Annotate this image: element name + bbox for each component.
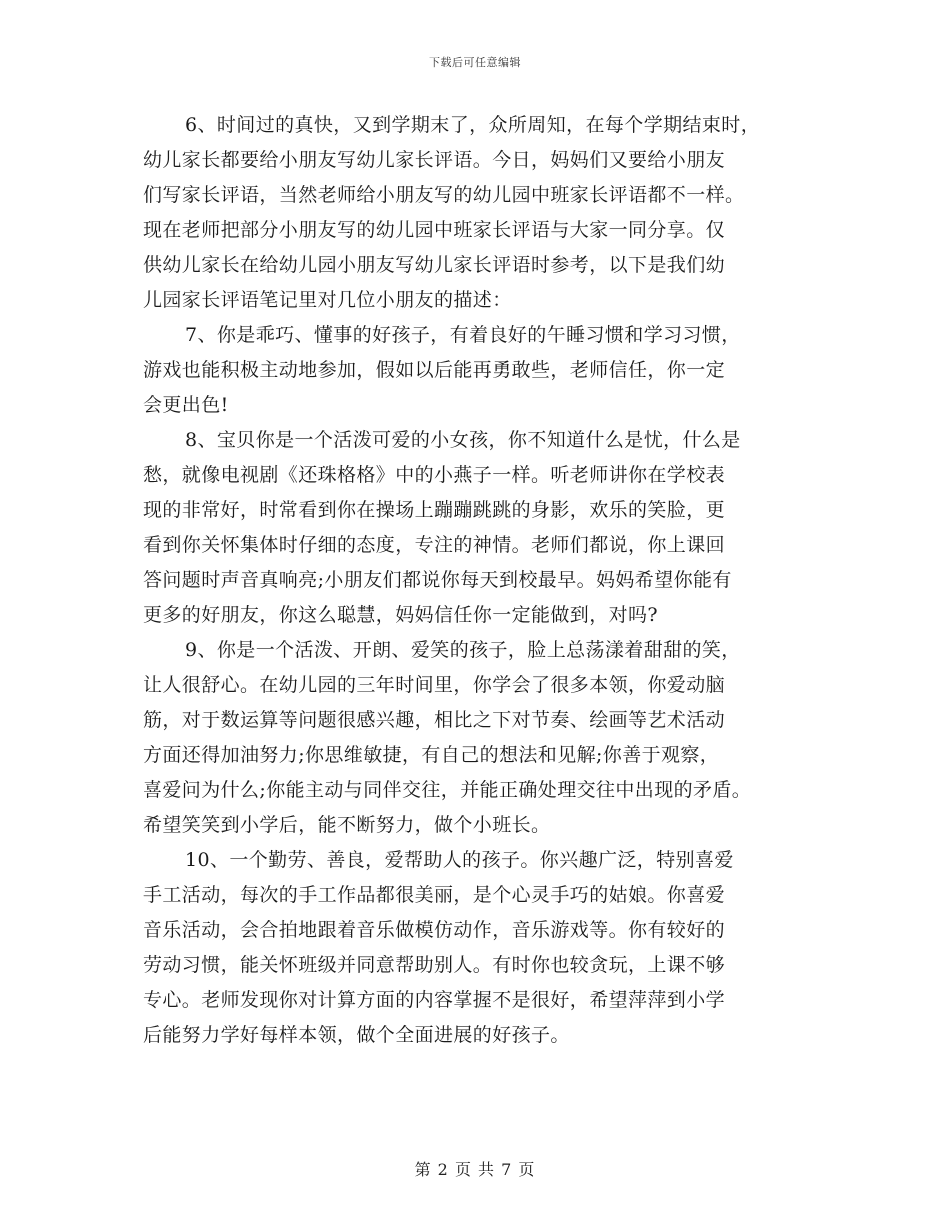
text-line: 看到你关怀集体时仔细的态度，专注的神情。老师们都说，你上课回 (143, 534, 726, 556)
text-line: 筋，对于数运算等问题很感兴趣，相比之下对节奏、绘画等艺术活动 (143, 709, 726, 731)
text-line: 现在老师把部分小朋友写的幼儿园中班家长评语与大家一同分享。仅 (143, 219, 726, 241)
text-line: 让人很舒心。在幼儿园的三年时间里，你学会了很多本领，你爱动脑 (143, 674, 726, 696)
text-line: 9、你是一个活泼、开朗、爱笑的孩子，脸上总荡漾着甜甜的笑， (185, 639, 741, 661)
text-line: 们写家长评语，当然老师给小朋友写的幼儿园中班家长评语都不一样。 (143, 184, 745, 206)
text-line: 8、宝贝你是一个活泼可爱的小女孩，你不知道什么是忧，什么是 (185, 429, 741, 451)
text-line: 现的非常好，时常看到你在操场上蹦蹦跳跳的身影，欢乐的笑脸，更 (143, 499, 726, 521)
text-line: 儿园家长评语笔记里对几位小朋友的描述： (143, 289, 512, 311)
text-line: 答问题时声音真响亮;小朋友们都说你每天到校最早。妈妈希望你能有 (143, 569, 732, 591)
text-line: 7、你是乖巧、懂事的好孩子，有着良好的午睡习惯和学习习惯， (185, 324, 741, 346)
text-line: 希望笑笑到小学后，能不断努力，做个小班长。 (143, 814, 551, 836)
text-line: 10、一个勤劳、善良，爱帮助人的孩子。你兴趣广泛，特别喜爱 (185, 849, 734, 871)
text-line: 供幼儿家长在给幼儿园小朋友写幼儿家长评语时参考，以下是我们幼 (143, 254, 726, 276)
page-footer: 第 2 页 共 7 页 (414, 1160, 536, 1179)
text-line: 音乐活动，会合拍地跟着音乐做模仿动作，音乐游戏等。你有较好的 (143, 919, 726, 941)
text-line: 愁，就像电视剧《还珠格格》中的小燕子一样。听老师讲你在学校表 (143, 464, 726, 486)
text-line: 方面还得加油努力;你思维敏捷，有自己的想法和见解;你善于观察， (143, 744, 720, 766)
body-text (143, 108, 823, 1053)
text-line: 会更出色! (143, 394, 229, 416)
text-line: 游戏也能积极主动地参加，假如以后能再勇敢些，老师信任，你一定 (143, 359, 726, 381)
text-line: 后能努力学好每样本领，做个全面进展的好孩子。 (143, 1024, 570, 1046)
text-line: 喜爱问为什么;你能主动与同伴交往，并能正确处理交往中出现的矛盾。 (143, 779, 752, 801)
text-line: 幼儿家长都要给小朋友写幼儿家长评语。今日，妈妈们又要给小朋友 (143, 149, 726, 171)
text-line: 专心。老师发现你对计算方面的内容掌握不是很好，希望萍萍到小学 (143, 989, 726, 1011)
text-line: 6、时间过的真快，又到学期末了，众所周知，在每个学期结束时， (185, 114, 761, 136)
text-line: 更多的好朋友，你这么聪慧，妈妈信任你一定能做到，对吗? (143, 604, 658, 626)
text-line: 劳动习惯，能关怀班级并同意帮助别人。有时你也较贪玩，上课不够 (143, 954, 726, 976)
page-header: 下载后可任意编辑 (429, 56, 521, 69)
text-line: 手工活动，每次的手工作品都很美丽，是个心灵手巧的姑娘。你喜爱 (143, 884, 726, 906)
